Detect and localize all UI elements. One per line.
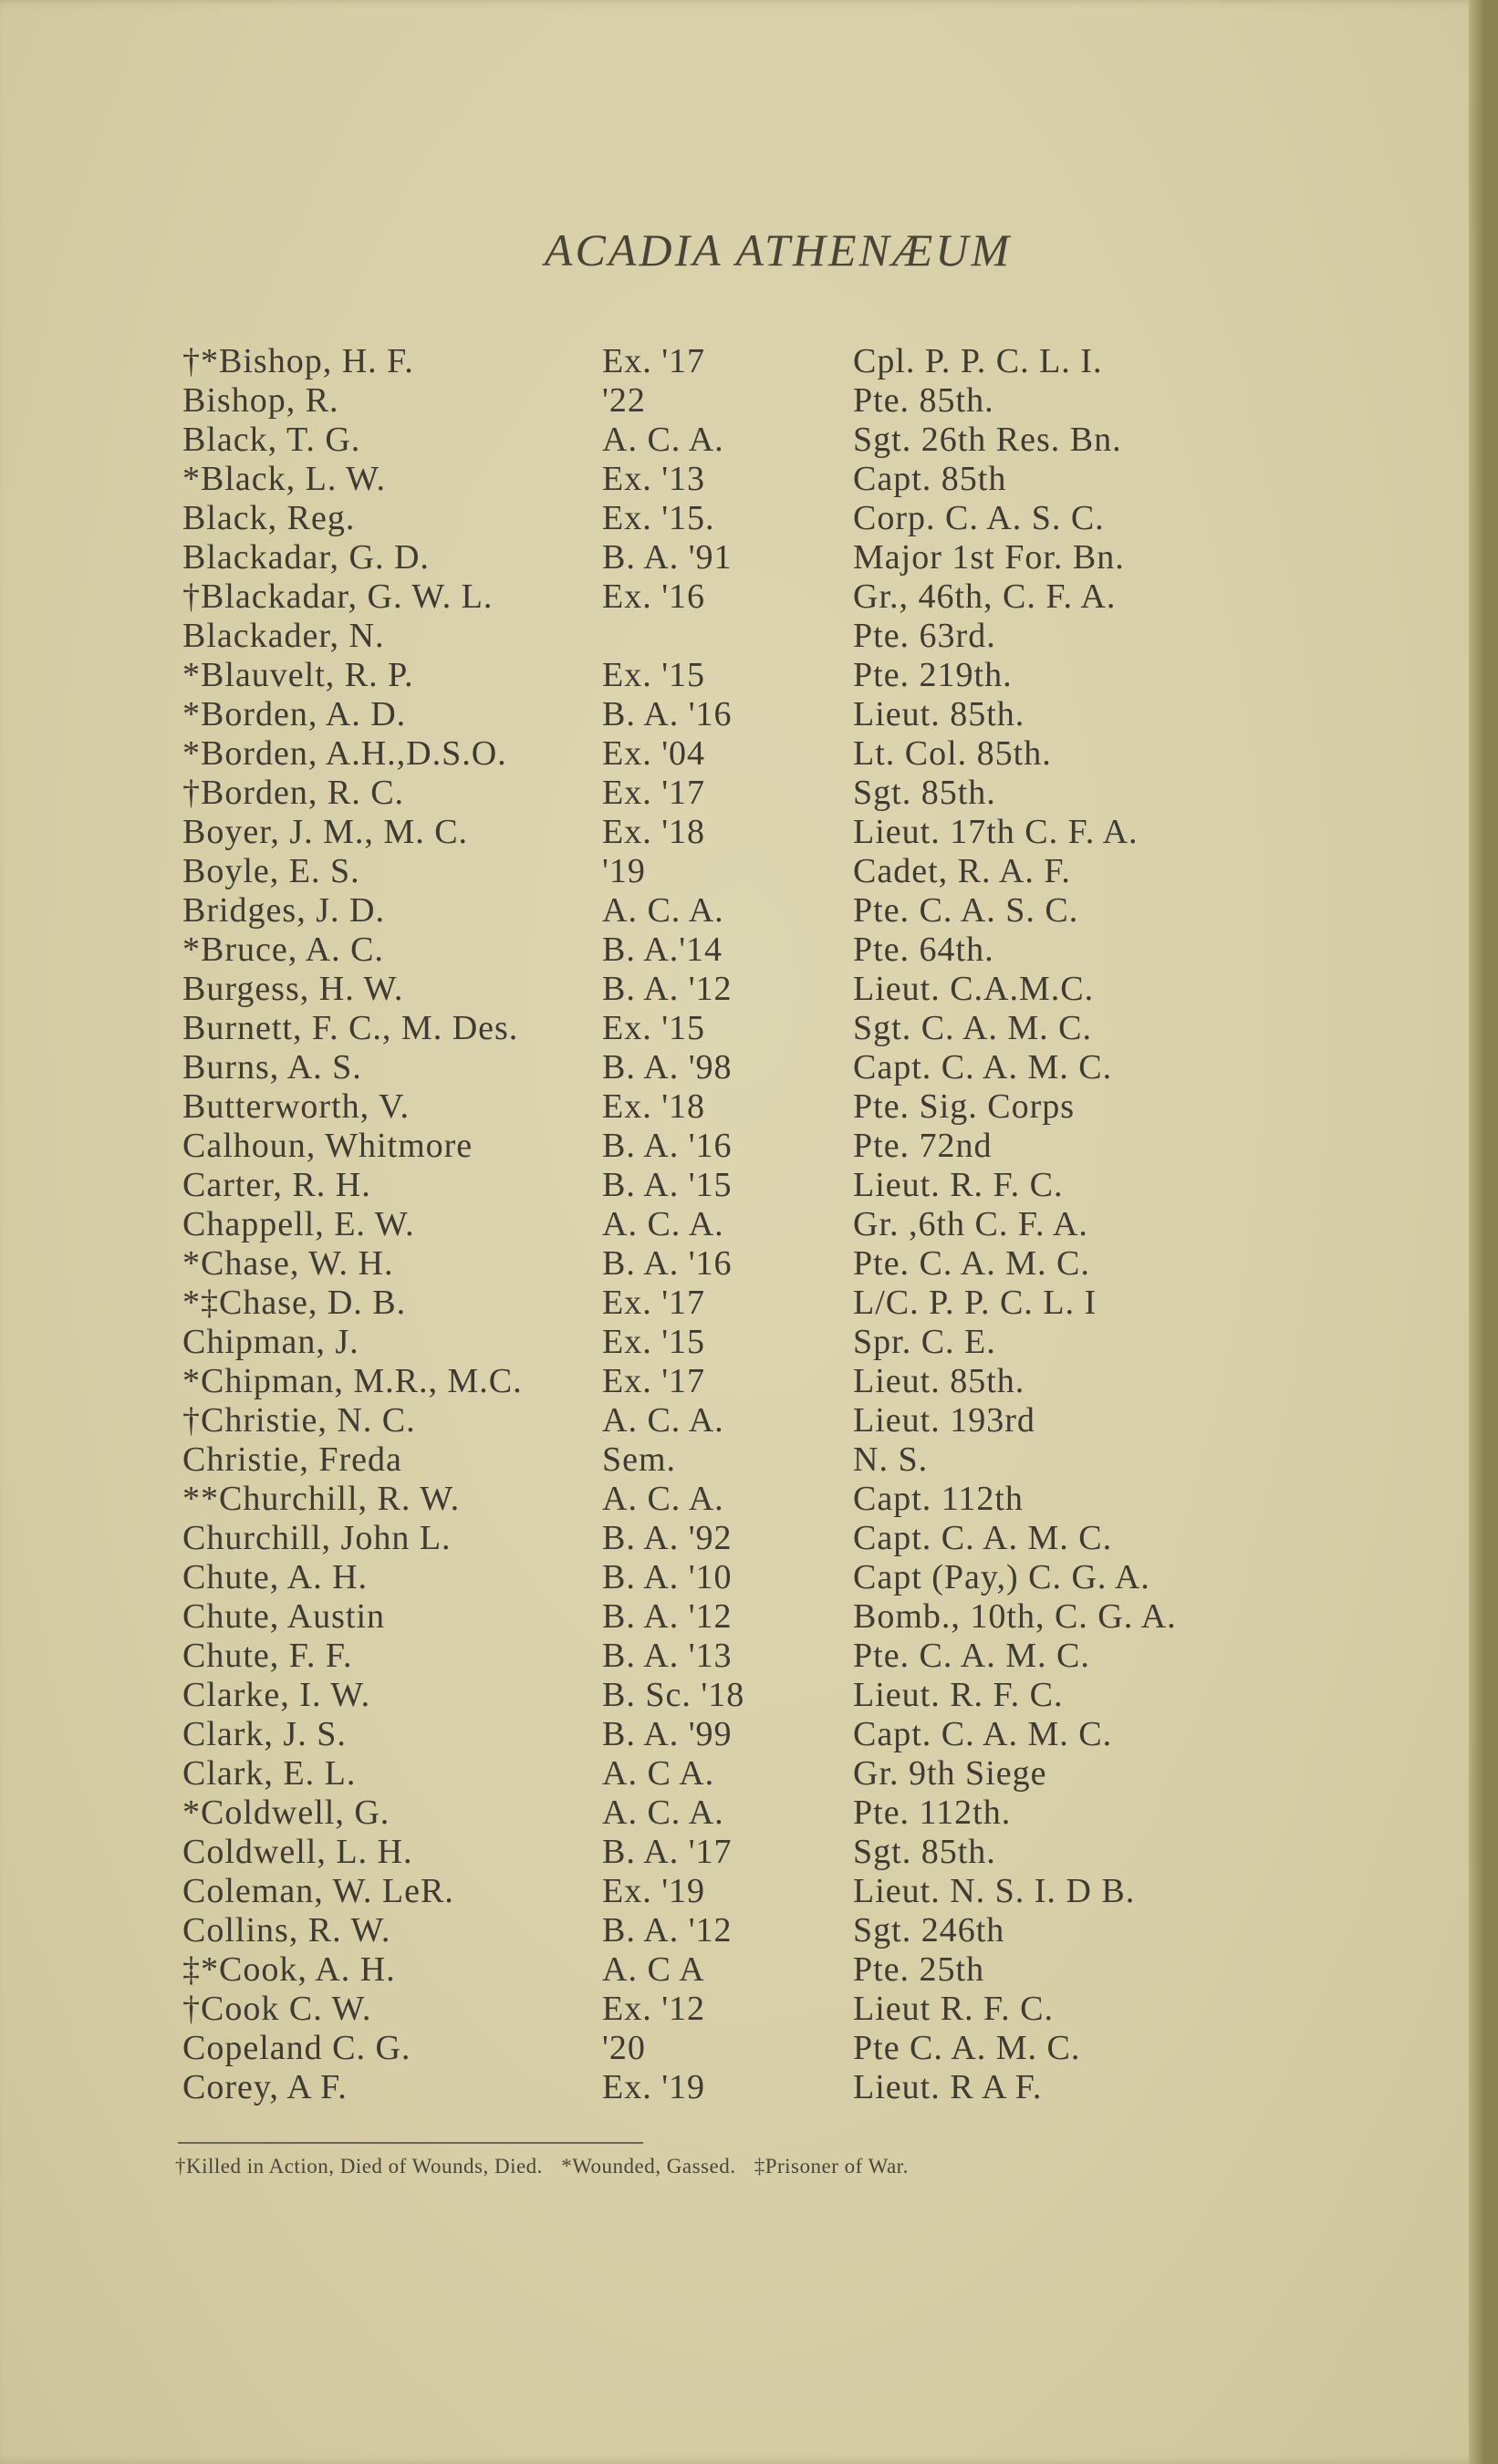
roster-row [182, 1990, 1277, 2029]
roster-name: Collins, R. W. [182, 1911, 391, 1949]
roster-degree: B. A. '98 [602, 1048, 733, 1086]
roster-degree: B. A. '13 [602, 1637, 733, 1675]
roster-row [182, 381, 1277, 421]
roster-rank: Corp. C. A. S. C. [853, 499, 1105, 537]
roster-rank: Capt (Pay,) C. G. A. [853, 1558, 1150, 1596]
roster-row [182, 1715, 1277, 1754]
roster-degree: B. A. '12 [602, 1597, 733, 1636]
roster-name: †Blackadar, G. W. L. [182, 577, 494, 616]
roster-degree: Ex. '16 [602, 577, 706, 616]
roster-name: Black, Reg. [182, 499, 356, 537]
roster-row [182, 460, 1277, 499]
roster-name: Chipman, J. [182, 1323, 359, 1361]
roster-degree: A. C. A. [602, 891, 724, 930]
roster-degree: B. A. '17 [602, 1833, 733, 1871]
roster-rank: Spr. C. E. [853, 1323, 996, 1361]
roster-rank: Lieut. R. F. C. [853, 1166, 1064, 1204]
roster-name: Calhoun, Whitmore [182, 1127, 473, 1165]
roster-row [182, 1205, 1277, 1244]
roster-rank: Capt. C. A. M. C. [853, 1715, 1113, 1753]
roster-name: †Cook C. W. [182, 1990, 372, 2028]
roster-degree: Ex. '12 [602, 1990, 706, 2028]
roster-row [182, 2029, 1277, 2068]
roster-row [182, 1401, 1277, 1440]
roster-rank: Capt. 112th [853, 1480, 1024, 1518]
roster-name: Chute, Austin [182, 1597, 386, 1636]
roster-degree: B. A. '16 [602, 1244, 733, 1283]
roster-rank: L/C. P. P. C. L. I [853, 1284, 1097, 1322]
roster-row [182, 1833, 1277, 1872]
roster-degree: Ex. '17 [602, 1362, 706, 1400]
roster-rank: Lieut. 85th. [853, 1362, 1025, 1400]
roster-row [182, 1009, 1277, 1048]
roster-name: Burnett, F. C., M. Des. [182, 1009, 519, 1047]
roster-degree: Ex. '17 [602, 774, 706, 812]
roster-degree: B. A. '12 [602, 1911, 733, 1949]
roster-degree: B. A. '15 [602, 1166, 733, 1204]
roster-name: †*Bishop, H. F. [182, 342, 414, 380]
roster-name: Butterworth, V. [182, 1087, 410, 1126]
roster-row [182, 1244, 1277, 1284]
roster-row [182, 1597, 1277, 1637]
roster-name: Clarke, I. W. [182, 1676, 371, 1714]
roster-degree: Ex. '04 [602, 734, 706, 773]
roster-rank: Sgt. 85th. [853, 774, 996, 812]
roster-degree: B. Sc. '18 [602, 1676, 745, 1714]
roster-rank: Lieut R. F. C. [853, 1990, 1054, 2028]
page-header: ACADIA ATHENÆUM [544, 224, 1013, 276]
roster-row [182, 421, 1277, 460]
roster-name: *Blauvelt, R. P. [182, 656, 414, 694]
roster-rank: Major 1st For. Bn. [853, 538, 1125, 577]
roster-degree: A. C. A. [602, 1205, 724, 1243]
roster-row [182, 813, 1277, 852]
roster-rank: Pte. 72nd [853, 1127, 993, 1165]
roster-rank: Pte. C. A. M. C. [853, 1244, 1090, 1283]
roster-degree: Ex. '15 [602, 1323, 706, 1361]
roster-rank: Lieut. N. S. I. D B. [853, 1872, 1136, 1910]
roster-row [182, 617, 1277, 656]
roster-degree: Sem. [602, 1440, 677, 1479]
roster-name: Boyle, E. S. [182, 852, 360, 890]
roster-rank: Sgt. 246th [853, 1911, 1005, 1949]
roster-rank: Lt. Col. 85th. [853, 734, 1052, 773]
roster-name: **Churchill, R. W. [182, 1480, 461, 1518]
roster-row [182, 1950, 1277, 1990]
roster-degree: Ex. '15 [602, 656, 706, 694]
roster-rank: Pte. C. A. S. C. [853, 891, 1079, 930]
roster-name: Burgess, H. W. [182, 970, 404, 1008]
roster-degree: A. C. A. [602, 1401, 724, 1440]
roster-rank: Pte. 219th. [853, 656, 1013, 694]
roster-degree: B. A. '92 [602, 1519, 733, 1557]
roster-name: †Borden, R. C. [182, 774, 405, 812]
roster-rank: Lieut. 17th C. F. A. [853, 813, 1139, 851]
roster-rank: Pte. 63rd. [853, 617, 996, 655]
roster-rank: Pte. 85th. [853, 381, 994, 420]
roster-name: Coleman, W. LeR. [182, 1872, 454, 1910]
roster-row [182, 774, 1277, 813]
roster-degree: Ex. '15 [602, 1009, 706, 1047]
roster-rank: Lieut. C.A.M.C. [853, 970, 1095, 1008]
roster-name: Boyer, J. M., M. C. [182, 813, 469, 851]
roster-name: Chute, A. H. [182, 1558, 369, 1596]
roster-rank: Cadet, R. A. F. [853, 852, 1071, 890]
footnote-killed: †Killed in Action, Died of Wounds, Died. [175, 2155, 543, 2178]
roster-row [182, 1676, 1277, 1715]
roster-row [182, 1048, 1277, 1087]
roster-row [182, 1637, 1277, 1676]
roster-rank: Capt. C. A. M. C. [853, 1519, 1113, 1557]
roster-row [182, 1323, 1277, 1362]
roster-row [182, 1911, 1277, 1950]
roster-rank: Gr. 9th Siege [853, 1754, 1047, 1793]
roster-row [182, 499, 1277, 538]
roster-name: *Coldwell, G. [182, 1793, 390, 1832]
page-edge [1469, 0, 1483, 2464]
roster-degree: B. A. '10 [602, 1558, 733, 1596]
roster-rank: Capt. 85th [853, 460, 1007, 498]
roster-row [182, 342, 1277, 381]
roster-name: Chappell, E. W. [182, 1205, 415, 1243]
roster-row [182, 930, 1277, 970]
roster-rank: Lieut. 85th. [853, 695, 1025, 733]
roster-rank: Lieut. R. F. C. [853, 1676, 1064, 1714]
roster-name: Clark, E. L. [182, 1754, 357, 1793]
roster-name: Churchill, John L. [182, 1519, 452, 1557]
roster-degree: A. C A [602, 1950, 705, 1989]
roster-row [182, 695, 1277, 734]
roster-rank: Sgt. 85th. [853, 1833, 996, 1871]
roster-name: Clark, J. S. [182, 1715, 347, 1753]
roster-row [182, 734, 1277, 774]
roster-degree: Ex. '15. [602, 499, 715, 537]
roster-name: Bridges, J. D. [182, 891, 385, 930]
roster-name: ‡*Cook, A. H. [182, 1950, 396, 1989]
roster-rank: Pte. Sig. Corps [853, 1087, 1076, 1126]
roster-rank: Pte. 64th. [853, 930, 994, 969]
roster-row [182, 1558, 1277, 1597]
roster-degree: A. C. A. [602, 421, 724, 459]
roster-degree: '19 [602, 852, 646, 890]
roster-name: *Chase, W. H. [182, 1244, 394, 1283]
roster-degree: Ex. '13 [602, 460, 706, 498]
roster-rank: N. S. [853, 1440, 929, 1479]
roster-degree: Ex. '17 [602, 342, 706, 380]
roster-name: *Black, L. W. [182, 460, 387, 498]
roster-degree: B. A. '12 [602, 970, 733, 1008]
roster-name: Chute, F. F. [182, 1637, 353, 1675]
roster-name: *Borden, A. D. [182, 695, 407, 733]
roster-degree: Ex. '19 [602, 2068, 706, 2106]
roster-degree: Ex. '17 [602, 1284, 706, 1322]
roster-rank: Pte. 25th [853, 1950, 985, 1989]
roster-row [182, 1519, 1277, 1558]
roster-rank: Bomb., 10th, C. G. A. [853, 1597, 1177, 1636]
roster-degree: Ex. '19 [602, 1872, 706, 1910]
roster-name: Coldwell, L. H. [182, 1833, 413, 1871]
roster-row [182, 1087, 1277, 1127]
roster-row [182, 577, 1277, 617]
roster-name: Blackader, N. [182, 617, 385, 655]
roster-row [182, 1754, 1277, 1793]
roster-row [182, 1440, 1277, 1480]
roster-name: Blackadar, G. D. [182, 538, 430, 577]
roster-degree: B. A. '16 [602, 695, 733, 733]
roster-rank: Gr., 46th, C. F. A. [853, 577, 1117, 616]
roster-row [182, 1793, 1277, 1833]
roster-degree: A. C. A. [602, 1793, 724, 1832]
roster-rank: Sgt. C. A. M. C. [853, 1009, 1093, 1047]
roster-row [182, 1127, 1277, 1166]
roster-degree: Ex. '18 [602, 1087, 706, 1126]
roster-row [182, 656, 1277, 695]
roster-name: *Borden, A.H.,D.S.O. [182, 734, 507, 773]
roster-rank: Pte. C. A. M. C. [853, 1637, 1090, 1675]
roster-rank: Lieut. R A F. [853, 2068, 1043, 2106]
roster-row [182, 1480, 1277, 1519]
footnote-prisoner: ‡Prisoner of War. [754, 2155, 909, 2178]
roster-rank: Lieut. 193rd [853, 1401, 1035, 1440]
roster-row [182, 2068, 1277, 2107]
roster-row [182, 891, 1277, 930]
roster-name: Bishop, R. [182, 381, 339, 420]
roster-rank: Sgt. 26th Res. Bn. [853, 421, 1122, 459]
roster-row [182, 1362, 1277, 1401]
roster-degree: A. C. A. [602, 1480, 724, 1518]
roster-rank: Gr. ,6th C. F. A. [853, 1205, 1088, 1243]
roster-row [182, 1284, 1277, 1323]
roster-name: Copeland C. G. [182, 2029, 411, 2067]
footnote [175, 2155, 921, 2178]
roster-rank: Pte. 112th. [853, 1793, 1012, 1832]
roster-name: Christie, Freda [182, 1440, 402, 1479]
roster-name: Black, T. G. [182, 421, 361, 459]
roster-rank: Capt. C. A. M. C. [853, 1048, 1113, 1086]
roster-rank: Cpl. P. P. C. L. I. [853, 342, 1103, 380]
footnote-wounded: *Wounded, Gassed. [561, 2155, 736, 2178]
roster-name: Carter, R. H. [182, 1166, 371, 1204]
roster-degree: B. A. '16 [602, 1127, 733, 1165]
roster-degree: B. A. '91 [602, 538, 733, 577]
roster-degree: A. C A. [602, 1754, 715, 1793]
roster-rank: Pte C. A. M. C. [853, 2029, 1081, 2067]
roster-name: †Christie, N. C. [182, 1401, 416, 1440]
roster-name: *Bruce, A. C. [182, 930, 384, 969]
roster-row [182, 1872, 1277, 1911]
roster-degree: '22 [602, 381, 646, 420]
footnote-divider [178, 2142, 643, 2144]
roster-table [182, 342, 1277, 2107]
roster-name: Burns, A. S. [182, 1048, 362, 1086]
roster-name: Corey, A F. [182, 2068, 348, 2106]
roster-name: *‡Chase, D. B. [182, 1284, 407, 1322]
roster-degree: '20 [602, 2029, 646, 2067]
roster-degree: B. A.'14 [602, 930, 723, 969]
roster-row [182, 1166, 1277, 1205]
roster-name: *Chipman, M.R., M.C. [182, 1362, 523, 1400]
roster-row [182, 970, 1277, 1009]
roster-row [182, 538, 1277, 577]
roster-degree: Ex. '18 [602, 813, 706, 851]
roster-degree: B. A. '99 [602, 1715, 733, 1753]
roster-row [182, 852, 1277, 891]
